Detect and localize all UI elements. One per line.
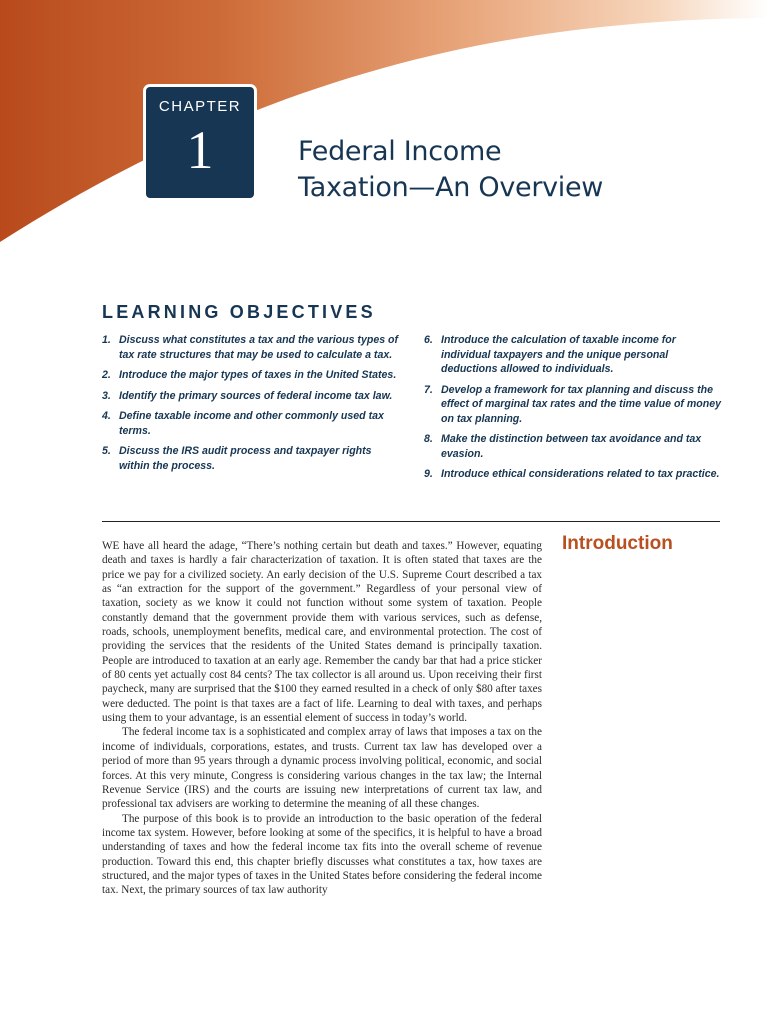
objective-item [102, 333, 402, 362]
learning-objectives-left-column [102, 333, 402, 479]
objective-item [102, 389, 402, 404]
objective-number: 9. [424, 468, 433, 480]
objective-number: 7. [424, 383, 433, 396]
body-paragraph-1: WE have all heard the adage, “There’s nothing certain but death and taxes.” However, equating death and taxes is hardly a fair characterization of taxation. It is often stated that taxes are the price we pay for a civilized society. An early decision of the U.S. Supreme Court described a tax as “an extraction for the support of the government.” Regardless of your personal view of taxation, society as we know it could not function without some system of taxation. People constantly demand that the government provide them with various services, such as defense, roads, schools, unemployment benefits, medical care, and environmental protection. The cost of providing the services that the residents of the United States demand is principally taxation. People are introduced to taxation at an early age. Remember the candy bar that had a price sticker of 80 cents yet actually cost 84 cents? The tax collector is all around us. Upon receiving their first paycheck, many are surprised that the $100 they earned resulted in a check of only $80 after taxes were deducted. The point is that taxes are a fact of life. Learning to deal with taxes, and perhaps using them to your advantage, is an essential element of success in today’s world. [102, 540, 542, 725]
objective-number: 8. [424, 433, 433, 445]
section-heading-introduction: Introduction [562, 533, 673, 554]
objective-item [424, 432, 724, 461]
objective-item [424, 383, 724, 427]
objective-number: 2. [102, 369, 111, 381]
objective-text: Develop a framework for tax planning and discuss the effect of marginal tax rates and the time value of money on tax planning. [441, 383, 722, 425]
chapter-badge [146, 87, 254, 198]
body-paragraph-3: The purpose of this book is to provide an introduction to the basic operation of the federal income tax system. However, before looking at some of the specifics, it is helpful to have a broad understanding of taxes and how the federal income tax fits into the overall scheme of revenue production. Toward this end, this chapter briefly discusses what constitutes a tax, how taxes are structured, and the major types of taxes in the United States before considering the federal income tax. Next, the primary sources of tax law authority [102, 812, 542, 897]
section-divider [102, 521, 720, 522]
objective-text: Introduce the major types of taxes in the United States. [119, 369, 397, 381]
objective-text: Introduce the calculation of taxable income for individual taxpayers and the unique personal deductions allowed to individuals. [441, 334, 676, 375]
chapter-title-line-2: Taxation—An Overview [298, 172, 604, 203]
objective-item [102, 368, 402, 383]
learning-objectives-heading: LEARNING OBJECTIVES [102, 302, 376, 322]
body-text [102, 539, 542, 898]
objective-text: Identify the primary sources of federal income tax law. [119, 389, 393, 402]
objective-item [424, 333, 724, 377]
body-paragraph-2: The federal income tax is a sophisticated and complex array of laws that imposes a tax on the income of individuals, corporations, estates, and trusts. Current tax law has developed over a period of more than 95 years through a dynamic process involving political, economic, and social forces. At this very minute, Congress is considering various changes in the tax law; the Internal Revenue Service (IRS) and the courts are issuing new interpretations of current tax law, and professional tax advisers are working to determine the meaning of all these changes. [102, 726, 542, 811]
objective-text: Introduce ethical considerations related to tax practice. [441, 468, 720, 480]
learning-objectives-right-column [424, 333, 724, 488]
objective-text: Discuss the IRS audit process and taxpayer rights within the process. [119, 445, 372, 472]
objective-text: Define taxable income and other commonly used tax terms. [119, 410, 384, 437]
chapter-label: CHAPTER [158, 98, 242, 115]
objective-number: 3. [102, 389, 111, 402]
objective-number: 1. [102, 334, 111, 346]
objective-item [102, 409, 402, 438]
chapter-title [298, 134, 603, 206]
objective-text: Make the distinction between tax avoidance and tax evasion. [441, 433, 702, 460]
objective-item [424, 467, 724, 482]
chapter-title-line-1: Federal Income [298, 136, 502, 167]
objective-number: 6. [424, 334, 433, 346]
objective-number: 4. [102, 410, 111, 422]
objective-text: Discuss what constitutes a tax and the various types of tax rate structures that may be used to calculate a tax. [119, 334, 399, 361]
chapter-number: 1 [186, 120, 214, 180]
objective-number: 5. [102, 445, 111, 457]
objective-item [102, 444, 402, 473]
